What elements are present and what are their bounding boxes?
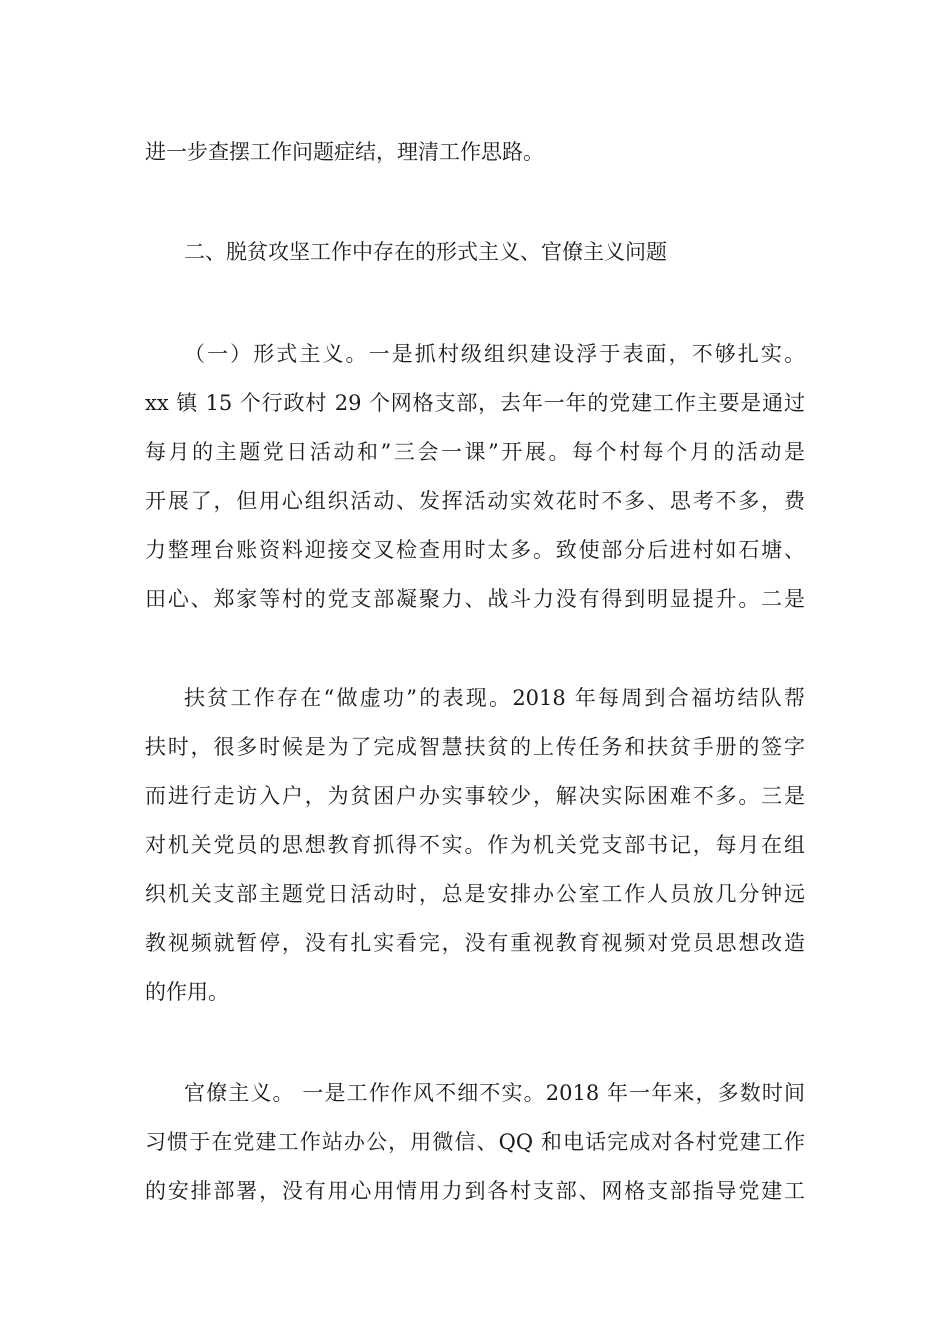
text-line: 开展了，但用心组织活动、发挥活动实效花时不多、思考不多，费 xyxy=(145,489,805,513)
text-line: xx 镇 15 个行政村 29 个网格支部，去年一年的党建工作主要是通过 xyxy=(145,391,805,415)
text-line: 田心、郑家等村的党支部凝聚力、战斗力没有得到明显提升。二是 xyxy=(145,587,805,611)
text-line: 扶贫工作存在“做虚功”的表现。2018 年每周到合福坊结队帮 xyxy=(184,686,805,710)
text-line: 每月的主题党日活动和”三会一课”开展。每个村每个月的活动是 xyxy=(145,440,805,464)
text-line: 力整理台账资料迎接交叉检查用时太多。致使部分后进村如石塘、 xyxy=(145,538,805,562)
text-line: 扶时，很多时候是为了完成智慧扶贫的上传任务和扶贫手册的签字 xyxy=(145,735,805,759)
text-line: 织机关支部主题党日活动时，总是安排办公室工作人员放几分钟远 xyxy=(145,882,805,906)
text-line: 的作用。 xyxy=(145,980,229,1004)
text-line: 教视频就暂停，没有扎实看完，没有重视教育视频对党员思想改造 xyxy=(145,931,805,955)
text-line: 进一步查摆工作问题症结，理清工作思路。 xyxy=(145,140,544,164)
text-line: 的安排部署，没有用心用情用力到各村支部、网格支部指导党建工 xyxy=(145,1179,805,1203)
heading-text: 二、脱贫攻坚工作中存在的形式主义、官僚主义问题 xyxy=(184,240,667,264)
text-line: （一）形式主义。一是抓村级组织建设浮于表面，不够扎实。 xyxy=(184,342,805,366)
text-line: 对机关党员的思想教育抓得不实。作为机关党支部书记，每月在组 xyxy=(145,833,805,857)
text-line: 官僚主义。 一是工作作风不细不实。2018 年一年来，多数时间 xyxy=(184,1081,805,1105)
text-line: 而进行走访入户，为贫困户办实事较少，解决实际困难不多。三是 xyxy=(145,784,805,808)
text-line: 习惯于在党建工作站办公，用微信、QQ 和电话完成对各村党建工作 xyxy=(145,1130,805,1154)
